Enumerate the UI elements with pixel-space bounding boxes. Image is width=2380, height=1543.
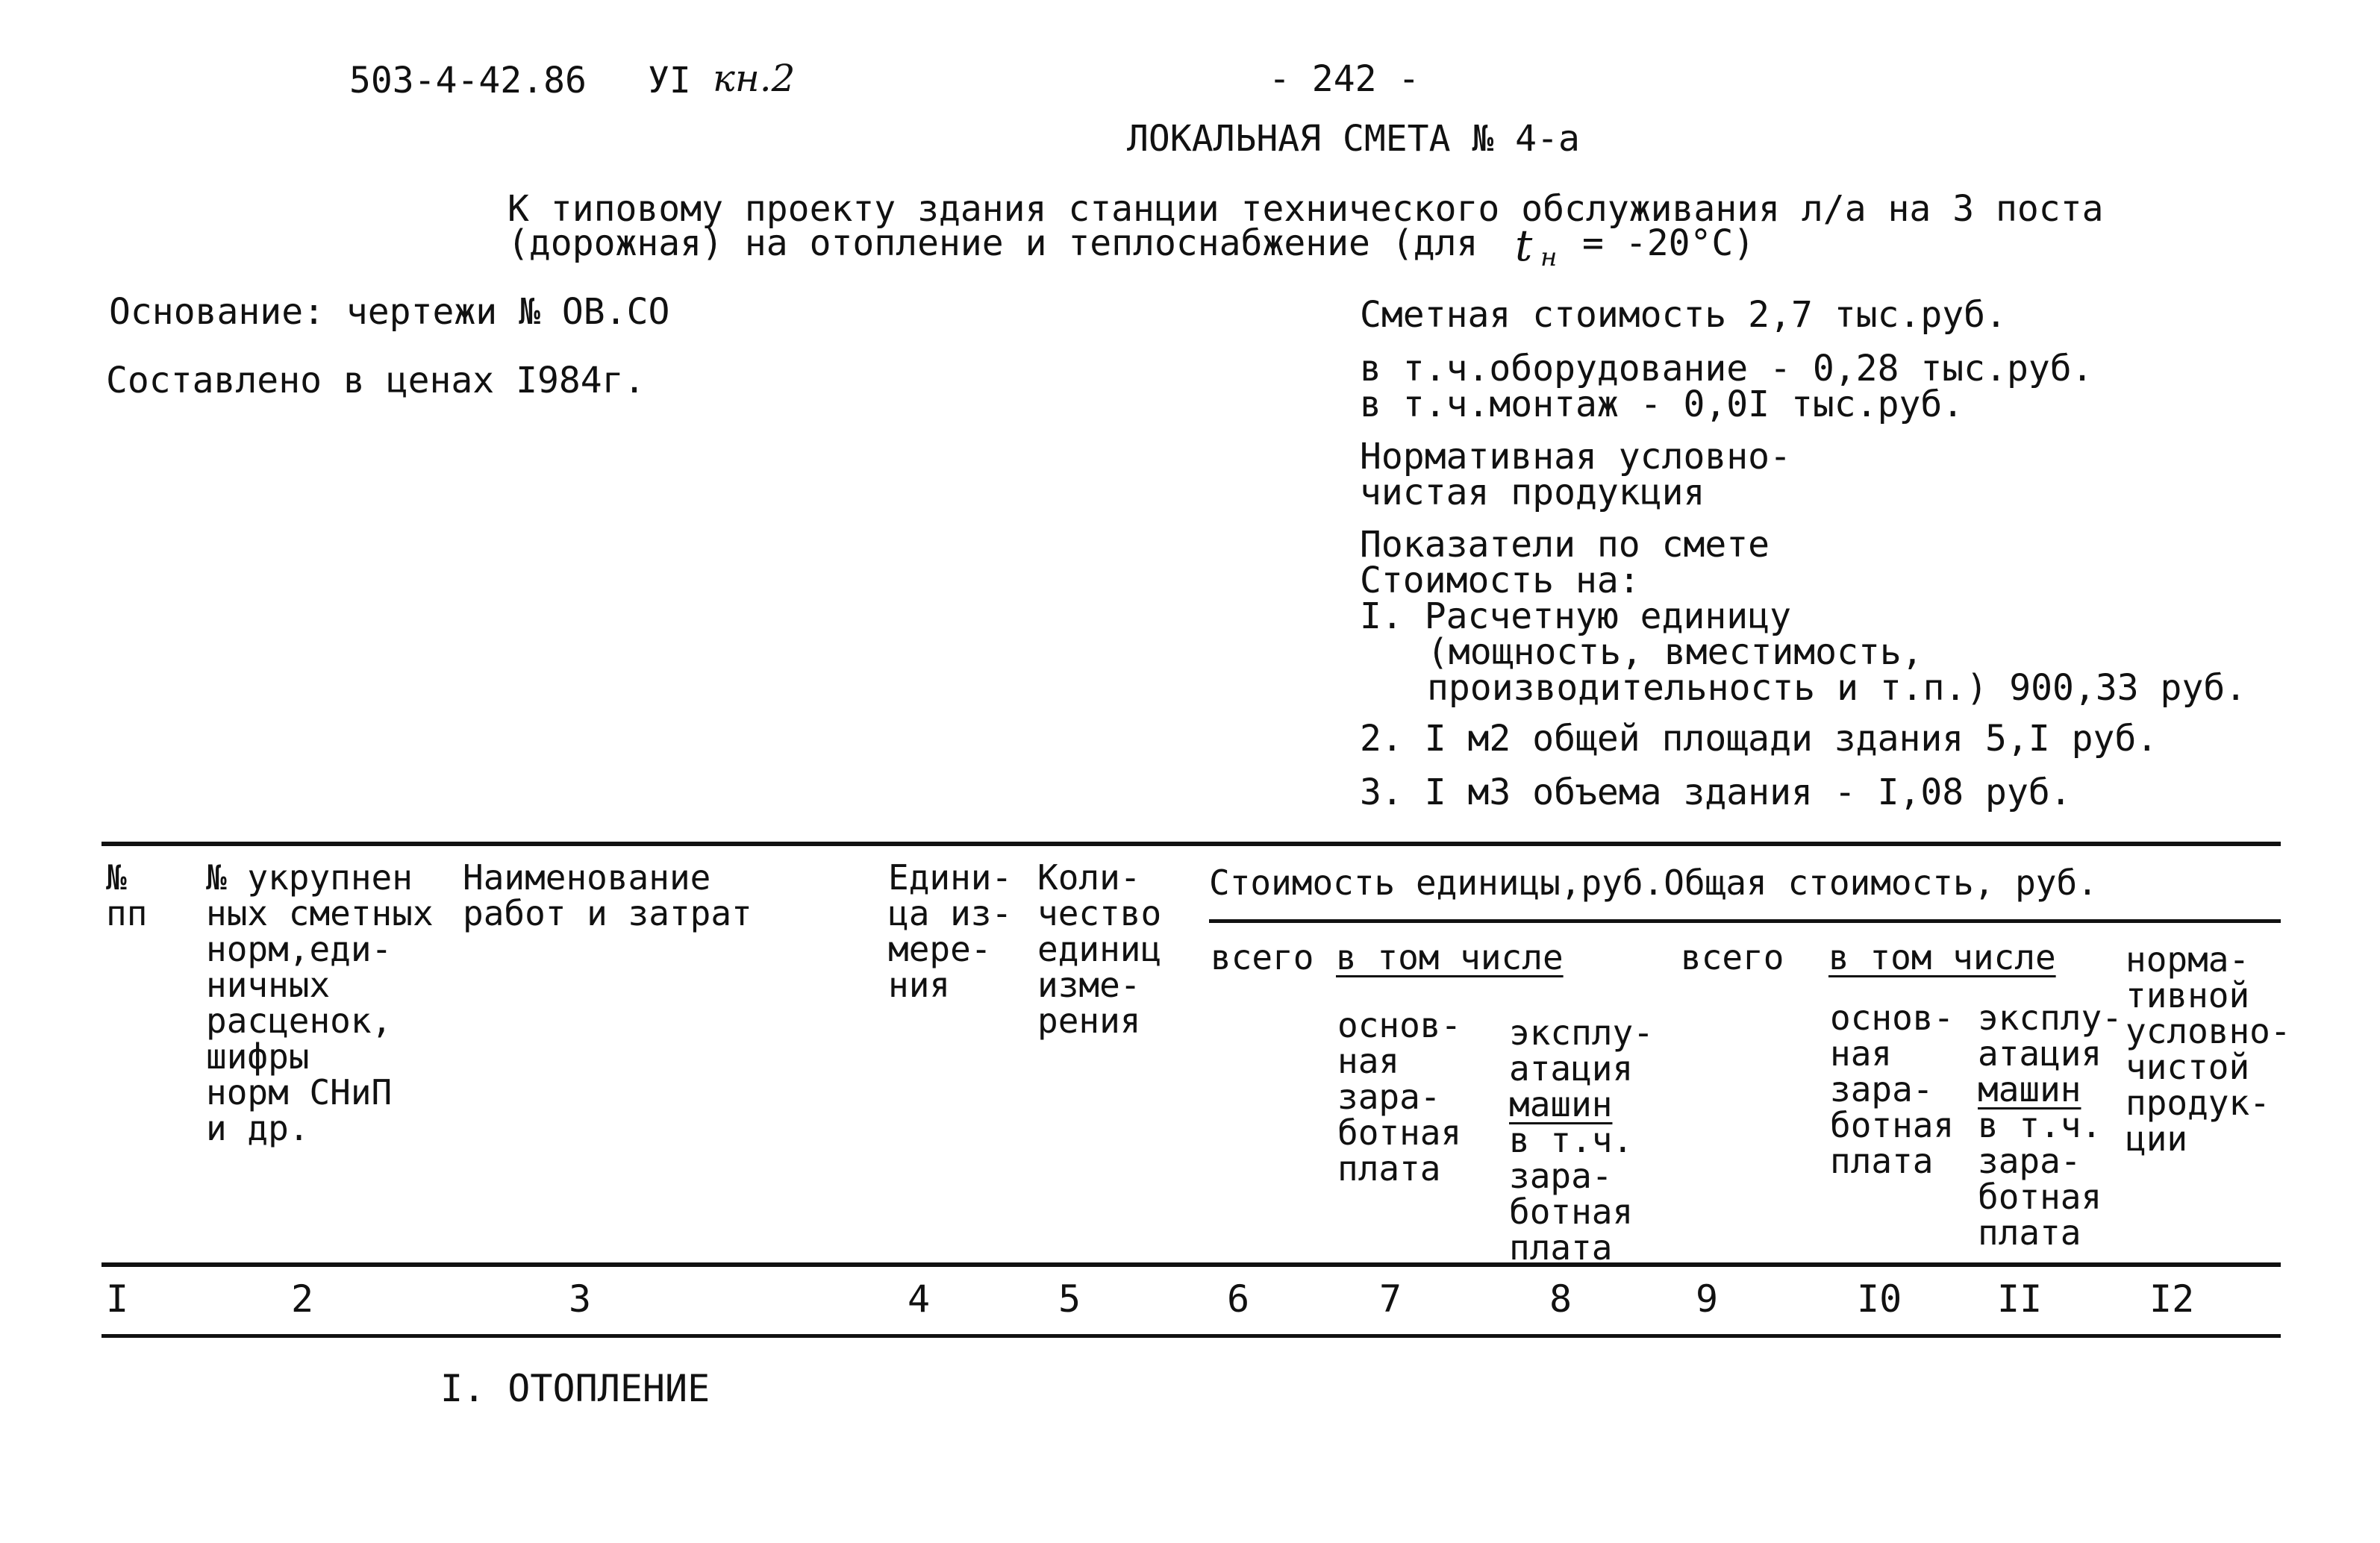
column-number: 9	[1696, 1277, 1719, 1321]
estimated-cost: Сметная стоимость 2,7 тыс.руб.	[1360, 294, 2007, 336]
indicators-title: Показатели по смете	[1360, 524, 1770, 566]
handwritten-note: кн.2	[713, 57, 796, 100]
column-number: I2	[2149, 1277, 2195, 1321]
normative-line-1: Нормативная условно-	[1360, 436, 1791, 478]
subject-line-2: (дорожная) на отопление и теплоснабжение (для	[507, 222, 1478, 264]
column-3-header: Наименование работ и затрат	[463, 857, 752, 933]
column-numbers-rule	[101, 1334, 2281, 1338]
normative-header: норма- тивной условно- чистой продук- ции	[2126, 939, 2291, 1159]
estimate-title: ЛОКАЛЬНАЯ СМЕТА № 4-а	[1127, 118, 1580, 160]
column-1-header: № пп	[106, 857, 148, 933]
installation-cost: в т.ч.монтаж - 0,0I тыс.руб.	[1360, 384, 1964, 425]
column-number: 7	[1379, 1277, 1402, 1321]
subject-line-1: К типовому проекту здания станции технического обслуживания л/а на 3 поста	[507, 188, 2104, 230]
indicator-item-1: I. Расчетную единицу	[1360, 595, 1791, 637]
unit-machines-header: эксплу- атация машин в т.ч. зара- ботная плата	[1509, 1013, 1654, 1268]
indicator-item-3: 3. I м3 объема здания - I,08 руб.	[1360, 772, 2072, 813]
column-number: I	[106, 1277, 129, 1321]
column-4-header: Едини- ца из- мере- ния	[888, 857, 1013, 1005]
unit-total-header: всего	[1211, 937, 1314, 977]
column-number: 6	[1227, 1277, 1250, 1321]
normative-line-2: чистая продукция	[1360, 472, 1705, 513]
section-title: I. ОТОПЛЕНИЕ	[440, 1367, 710, 1410]
column-number: 5	[1058, 1277, 1081, 1321]
column-2-header: № укрупнен ных сметных норм,еди- ничных расценок, шифры норм СНиП и др.	[206, 857, 434, 1148]
header-bottom-rule	[101, 1262, 2281, 1267]
indicator-item-1-line-2: (мощность, вместимость,	[1427, 631, 1923, 673]
basis-drawings: Основание: чертежи № ОВ.СО	[109, 291, 670, 333]
cost-for-label: Стоимость на:	[1360, 560, 1640, 601]
table-top-rule	[101, 842, 2281, 846]
cost-header: Стоимость единицы,руб.Общая стоимость, руб.	[1209, 863, 2098, 903]
column-number: II	[1997, 1277, 2043, 1321]
basis-prices: Составлено в ценах I984г.	[106, 360, 646, 401]
column-number: 8	[1549, 1277, 1572, 1321]
column-number: 2	[291, 1277, 314, 1321]
indicator-item-2: 2. I м2 общей площади здания 5,I руб.	[1360, 718, 2158, 760]
temperature-value: = -20°С)	[1582, 222, 1755, 264]
column-5-header: Коли- чество единиц изме- рения	[1037, 857, 1162, 1041]
total-total-header: всего	[1681, 937, 1784, 977]
column-number: I0	[1857, 1277, 1902, 1321]
unit-wages-header: основ- ная зара- ботная плата	[1337, 1005, 1462, 1189]
volume-number: УI	[648, 60, 691, 101]
document-code: 503-4-42.86	[349, 60, 587, 101]
column-number: 4	[908, 1277, 931, 1321]
indicator-item-1-line-3: производительность и т.п.) 900,33 руб.	[1427, 667, 2247, 709]
total-machines-header: эксплу- атация машин в т.ч. зара- ботная плата	[1978, 998, 2123, 1253]
page-number: - 242 -	[1269, 58, 1420, 100]
total-wages-header: основ- ная зара- ботная плата	[1830, 998, 1955, 1181]
temperature-subscript: н	[1540, 242, 1558, 272]
column-number: 3	[569, 1277, 592, 1321]
temperature-symbol: t	[1515, 220, 1533, 271]
equipment-cost: в т.ч.оборудование - 0,28 тыс.руб.	[1360, 348, 2093, 389]
cost-header-rule	[1209, 919, 2281, 923]
unit-incl-header: в том числе	[1336, 937, 1564, 977]
total-incl-header: в том числе	[1828, 937, 2056, 977]
